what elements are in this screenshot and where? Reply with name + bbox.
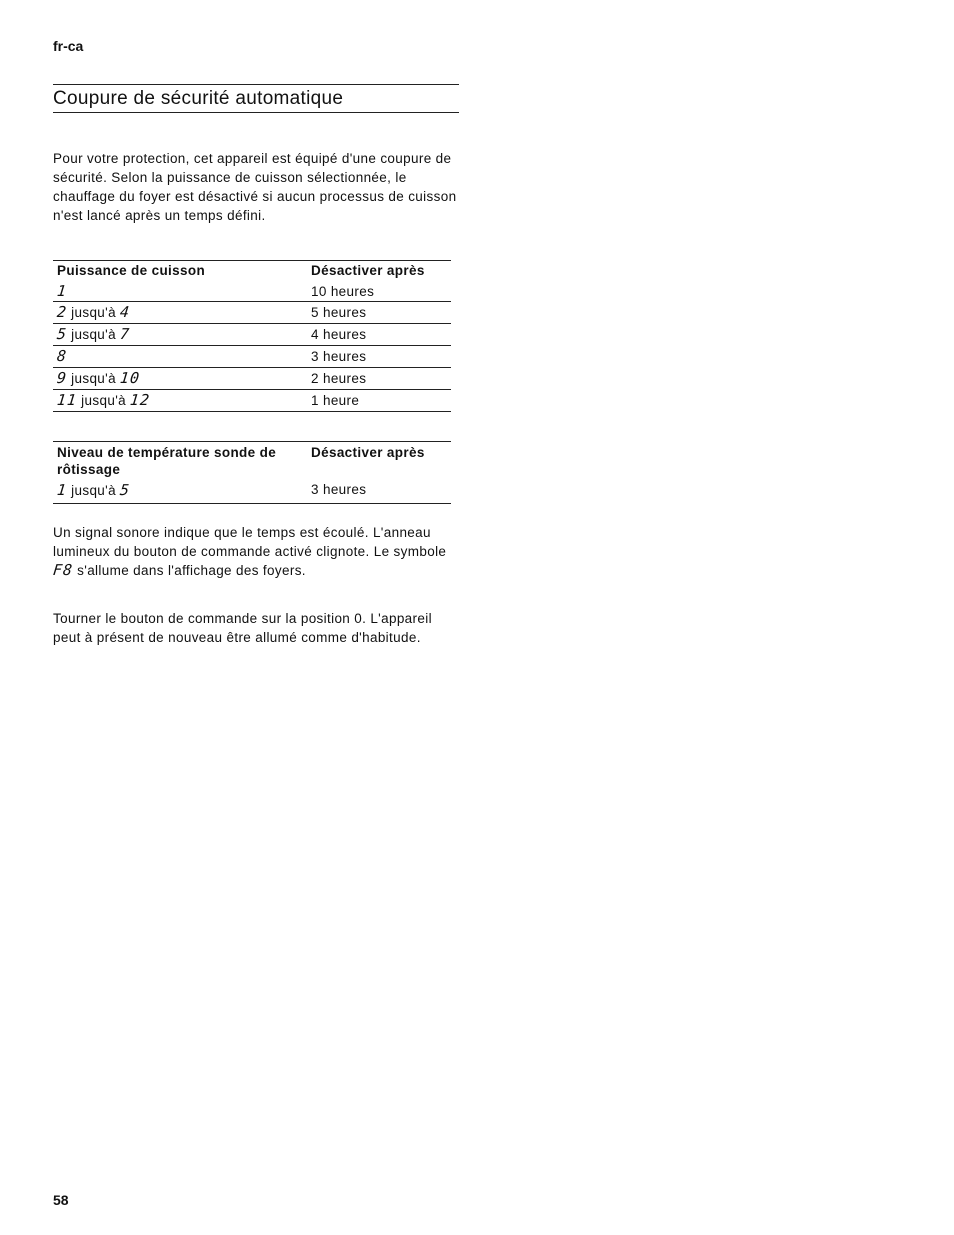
table-header-row: [53, 261, 451, 283]
power-range-cell: [53, 324, 307, 346]
table-row: [53, 390, 451, 412]
roast-probe-table: [53, 441, 451, 504]
range-joiner: jusqu'à: [81, 393, 126, 408]
column-header-shutoff: Désactiver après: [311, 263, 425, 278]
signal-paragraph: [53, 523, 458, 580]
section-header: [53, 84, 459, 113]
shutoff-time-cell: 3 heures: [311, 482, 367, 497]
probe-range-cell: [53, 478, 307, 504]
table-row: [53, 302, 451, 324]
shutoff-time-cell: 4 heures: [307, 324, 451, 346]
power-range-cell: [53, 282, 307, 302]
column-header-power: Puissance de cuisson: [57, 263, 206, 278]
probe-level-to: 5: [119, 481, 132, 499]
language-code: fr-ca: [53, 38, 84, 54]
power-level-from: 8: [56, 347, 69, 365]
table-row: [53, 368, 451, 390]
range-joiner: jusqu'à: [71, 483, 116, 498]
table-header-row: [53, 442, 451, 479]
shutoff-time-cell: 5 heures: [307, 302, 451, 324]
signal-text-before: Un signal sonore indique que le temps est écoulé. L'anneau lumineux du bouton de commande activé clignote. Le symbole: [53, 525, 447, 559]
page-number: 58: [53, 1192, 69, 1208]
table-row: [53, 282, 451, 302]
shutoff-time-cell: 2 heures: [307, 368, 451, 390]
power-range-cell: [53, 302, 307, 324]
table-row: [53, 346, 451, 368]
power-level-to: 7: [119, 325, 132, 343]
power-level-to: 12: [129, 391, 152, 409]
section-title: Coupure de sécurité automatique: [53, 88, 344, 109]
power-level-from: 2: [56, 303, 69, 321]
table-row: [53, 324, 451, 346]
range-joiner: jusqu'à: [71, 305, 116, 320]
column-header-shutoff: Désactiver après: [311, 445, 425, 460]
power-level-from: 1: [56, 282, 69, 300]
power-level-from: 11: [56, 391, 79, 409]
power-level-from: 5: [56, 325, 69, 343]
shutoff-time-cell: 1 heure: [307, 390, 451, 412]
power-level-from: 9: [56, 369, 69, 387]
f8-display-symbol: F8: [52, 561, 75, 579]
power-level-to: 4: [119, 303, 132, 321]
cooking-power-table: [53, 260, 451, 412]
shutoff-time-cell: 3 heures: [307, 346, 451, 368]
range-joiner: jusqu'à: [71, 371, 116, 386]
reset-paragraph: Tourner le bouton de commande sur la position 0. L'appareil peut à présent de nouveau être allumé comme d'habitude.: [53, 611, 432, 645]
range-joiner: jusqu'à: [71, 327, 116, 342]
power-range-cell: [53, 346, 307, 368]
power-range-cell: [53, 390, 307, 412]
intro-paragraph: Pour votre protection, cet appareil est équipé d'une coupure de sécurité. Selon la puissance de cuisson sélectionnée, le chauffage du foyer est désactivé si aucun processus de cuisson n'est lancé après un temps défini.: [53, 151, 457, 223]
signal-text-after: s'allume dans l'affichage des foyers.: [77, 563, 306, 578]
table-row: [53, 478, 451, 504]
shutoff-time-cell: 10 heures: [311, 284, 375, 299]
column-header-probe-level: Niveau de température sonde de rôtissage: [57, 445, 277, 477]
power-level-to: 10: [119, 369, 142, 387]
probe-level-from: 1: [56, 481, 68, 499]
power-range-cell: [53, 368, 307, 390]
